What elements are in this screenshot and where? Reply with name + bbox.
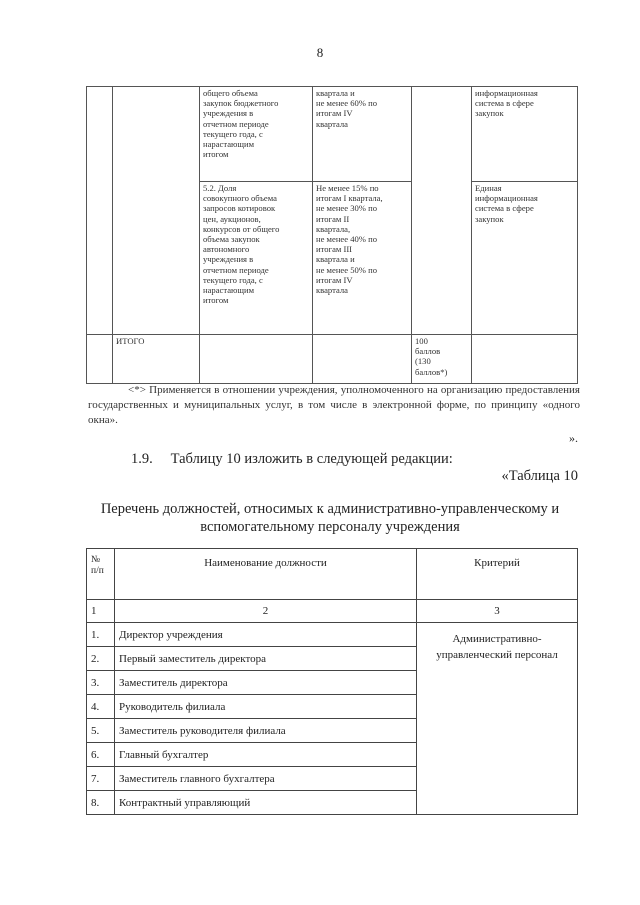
table-row xyxy=(87,87,578,182)
table-cell xyxy=(87,87,113,335)
header-name: Наименование должности xyxy=(115,549,417,600)
criterion-value: Административно- управленческий персонал xyxy=(417,623,578,815)
page-number: 8 xyxy=(316,45,324,60)
position-name: Первый заместитель директора xyxy=(115,647,417,671)
position-name: Директор учреждения xyxy=(115,623,417,647)
table-cell: Не менее 15% по итогам I квартала, не менее 30% по итогам II квартала, не менее 40% по итогам III квартала и не менее 50% по итогам IV квартала xyxy=(313,182,412,335)
table-heading: Перечень должностей, относимых к административно-управленческому и вспомогательному персоналу учреждения xyxy=(100,501,560,535)
position-name: Контрактный управляющий xyxy=(115,791,417,815)
row-number: 6. xyxy=(87,743,115,767)
table-9-continuation xyxy=(86,86,578,384)
position-name: Заместитель директора xyxy=(115,671,417,695)
table-cell: информационная система в сфере закупок xyxy=(472,87,578,182)
position-name: Главный бухгалтер xyxy=(115,743,417,767)
position-name: Заместитель руководителя филиала xyxy=(115,719,417,743)
header-num: № п/п xyxy=(87,549,115,600)
table-cell xyxy=(313,335,412,384)
table-cell xyxy=(472,335,578,384)
table-cell: общего объема закупок бюджетного учреждения в отчетном периоде текущего года, с нарастающим итогом xyxy=(200,87,313,182)
table-cell: 5.2. Доля совокупного объема запросов котировок цен, аукционов, конкурсов от общего объема закупок автономного учреждения в отчетном периоде текущего года, с нарастающим итогом xyxy=(200,182,313,335)
item-number: 1.9. xyxy=(131,451,153,467)
col-number: 1 xyxy=(87,600,115,623)
table-row-total xyxy=(87,335,578,384)
amendment-item xyxy=(131,451,453,468)
table-cell xyxy=(87,335,113,384)
row-number: 1. xyxy=(87,623,115,647)
row-number: 4. xyxy=(87,695,115,719)
item-text: Таблицу 10 изложить в следующей редакции: xyxy=(170,451,453,467)
row-number: 7. xyxy=(87,767,115,791)
row-number: 2. xyxy=(87,647,115,671)
total-label: ИТОГО xyxy=(113,335,200,384)
closing-quote: ». xyxy=(569,431,578,445)
table-cell: Единая информационная система в сфере закупок xyxy=(472,182,578,335)
row-number: 3. xyxy=(87,671,115,695)
position-name: Руководитель филиала xyxy=(115,695,417,719)
row-number: 8. xyxy=(87,791,115,815)
column-numbers-row xyxy=(87,600,578,623)
table-row xyxy=(87,623,578,647)
table-cell xyxy=(412,87,472,335)
table-label: «Таблица 10 xyxy=(501,468,578,484)
row-number: 5. xyxy=(87,719,115,743)
col-number: 3 xyxy=(417,600,578,623)
footnote: <*> Применяется в отношении учреждения, уполномоченного на организацию предоставления государственных и муниципальных услуг, в том числе в электронной форме, по принципу «одного окна». xyxy=(88,384,580,426)
position-name: Заместитель главного бухгалтера xyxy=(115,767,417,791)
col-number: 2 xyxy=(115,600,417,623)
header-criterion: Критерий xyxy=(417,549,578,600)
table-header-row xyxy=(87,549,578,600)
total-points: 100 баллов (130 баллов*) xyxy=(412,335,472,384)
table-10 xyxy=(86,548,578,815)
table-cell xyxy=(200,335,313,384)
table-cell: квартала и не менее 60% по итогам IV квартала xyxy=(313,87,412,182)
table-cell xyxy=(113,87,200,335)
